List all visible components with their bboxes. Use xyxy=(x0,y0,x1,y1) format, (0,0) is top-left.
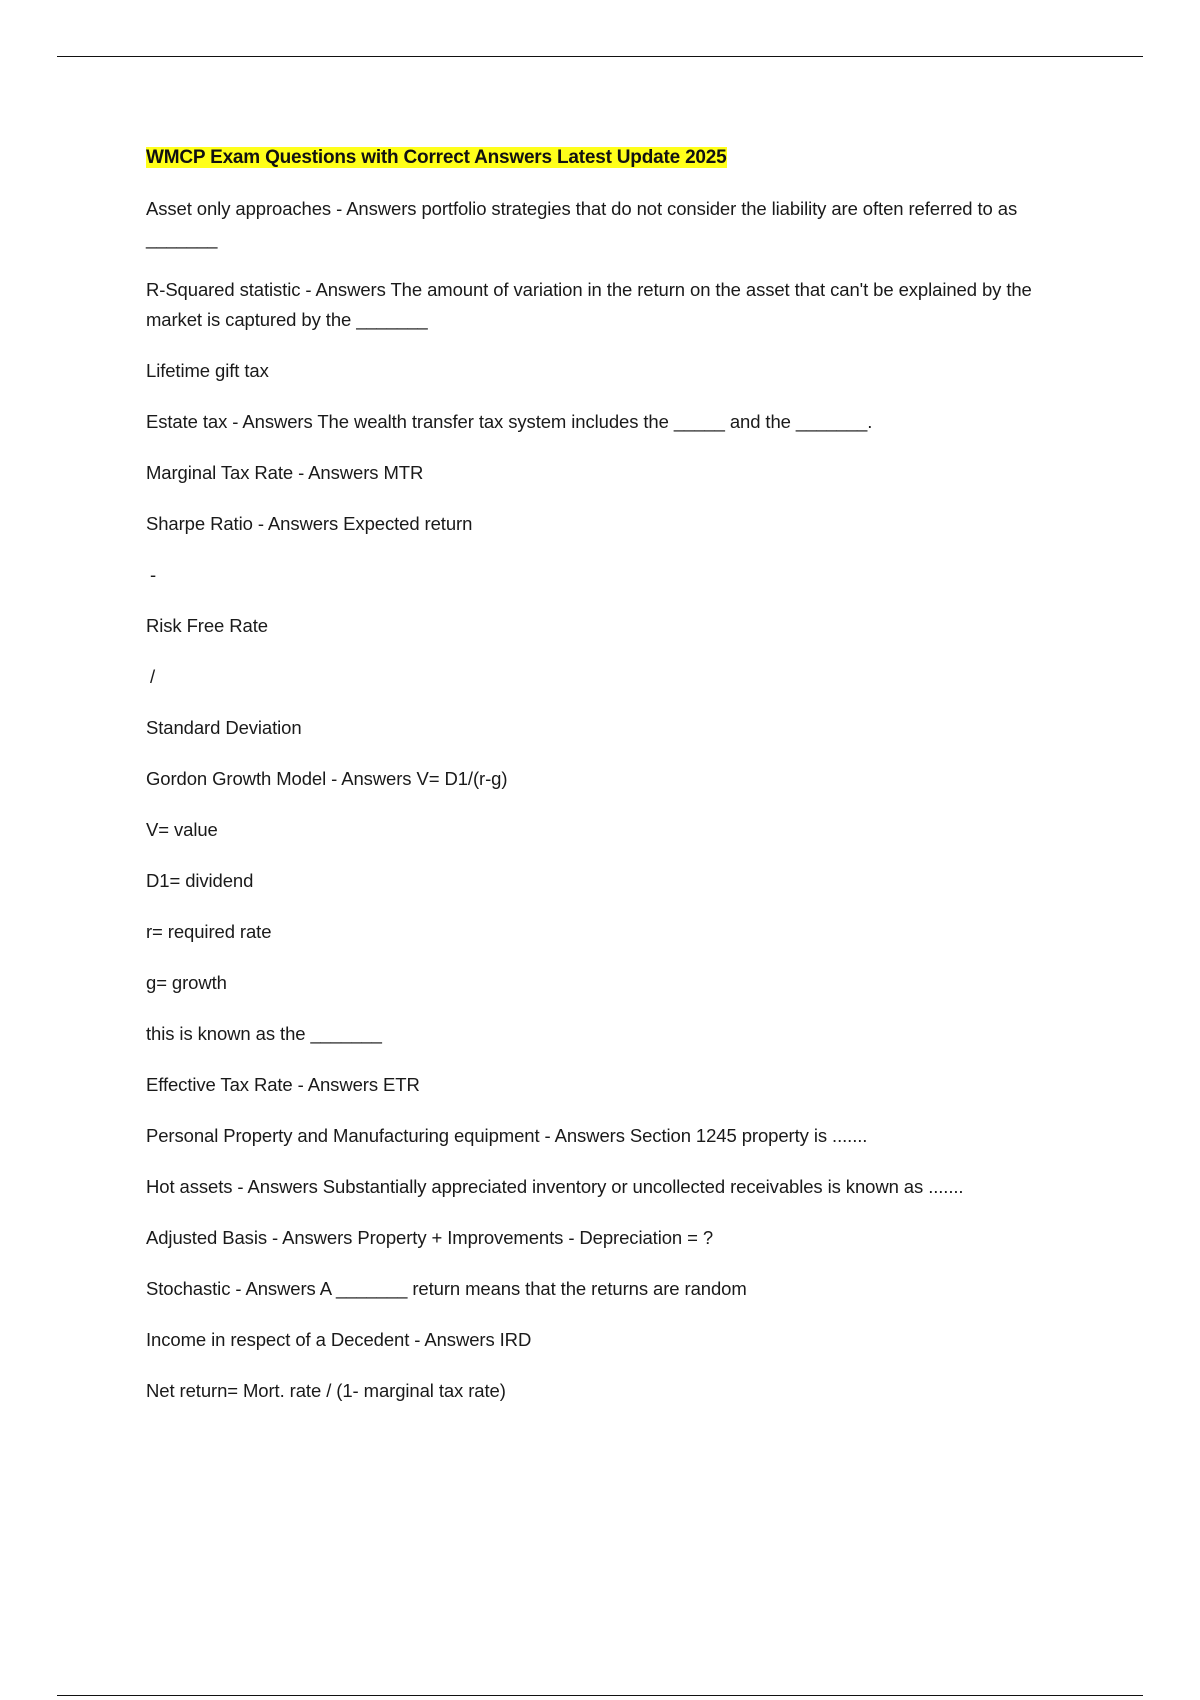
document-title: WMCP Exam Questions with Correct Answers Latest Update 2025 xyxy=(146,147,727,168)
paragraph-hot-assets: Hot assets - Answers Substantially appreciated inventory or uncollected receivables is known as ....... xyxy=(146,1176,964,1197)
paragraph-r-squared: R-Squared statistic - Answers The amount of variation in the return on the asset that can't be explained by the market is captured by the _______ xyxy=(146,279,1032,330)
paragraph-v-value: V= value xyxy=(146,819,218,840)
paragraph-stochastic: Stochastic - Answers A _______ return means that the returns are random xyxy=(146,1278,747,1299)
paragraph-adjusted-basis: Adjusted Basis - Answers Property + Improvements - Depreciation = ? xyxy=(146,1227,714,1248)
header-rule xyxy=(57,56,1143,57)
paragraph-effective-tax-rate: Effective Tax Rate - Answers ETR xyxy=(146,1074,420,1095)
document-body xyxy=(146,145,1086,1427)
paragraph-net-return: Net return= Mort. rate / (1- marginal tax rate) xyxy=(146,1380,506,1401)
paragraph-minus-sign: - xyxy=(150,564,157,585)
paragraph-sharpe-ratio: Sharpe Ratio - Answers Expected return xyxy=(146,513,473,534)
paragraph-risk-free-rate: Risk Free Rate xyxy=(146,615,268,636)
paragraph-divide-sign: / xyxy=(150,666,156,687)
title-wrapper xyxy=(146,145,1086,172)
paragraph-known-as: this is known as the _______ xyxy=(146,1023,382,1044)
paragraph-standard-deviation: Standard Deviation xyxy=(146,717,302,738)
paragraph-section-1245: Personal Property and Manufacturing equipment - Answers Section 1245 property is ....... xyxy=(146,1125,868,1146)
paragraph-gordon-growth-model: Gordon Growth Model - Answers V= D1/(r-g) xyxy=(146,768,508,789)
paragraph-d1-dividend: D1= dividend xyxy=(146,870,254,891)
paragraph-estate-tax: Estate tax - Answers The wealth transfer tax system includes the _____ and the _______. xyxy=(146,411,873,432)
paragraph-ird: Income in respect of a Decedent - Answers IRD xyxy=(146,1329,532,1350)
paragraph-marginal-tax-rate: Marginal Tax Rate - Answers MTR xyxy=(146,462,424,483)
paragraph-lifetime-gift-tax: Lifetime gift tax xyxy=(146,360,269,381)
footer-rule xyxy=(57,1695,1143,1696)
paragraph-g-growth: g= growth xyxy=(146,972,227,993)
paragraph-asset-only-approaches: Asset only approaches - Answers portfolio strategies that do not consider the liability are often referred to as _______ xyxy=(146,198,1018,249)
paragraph-r-required-rate: r= required rate xyxy=(146,921,272,942)
